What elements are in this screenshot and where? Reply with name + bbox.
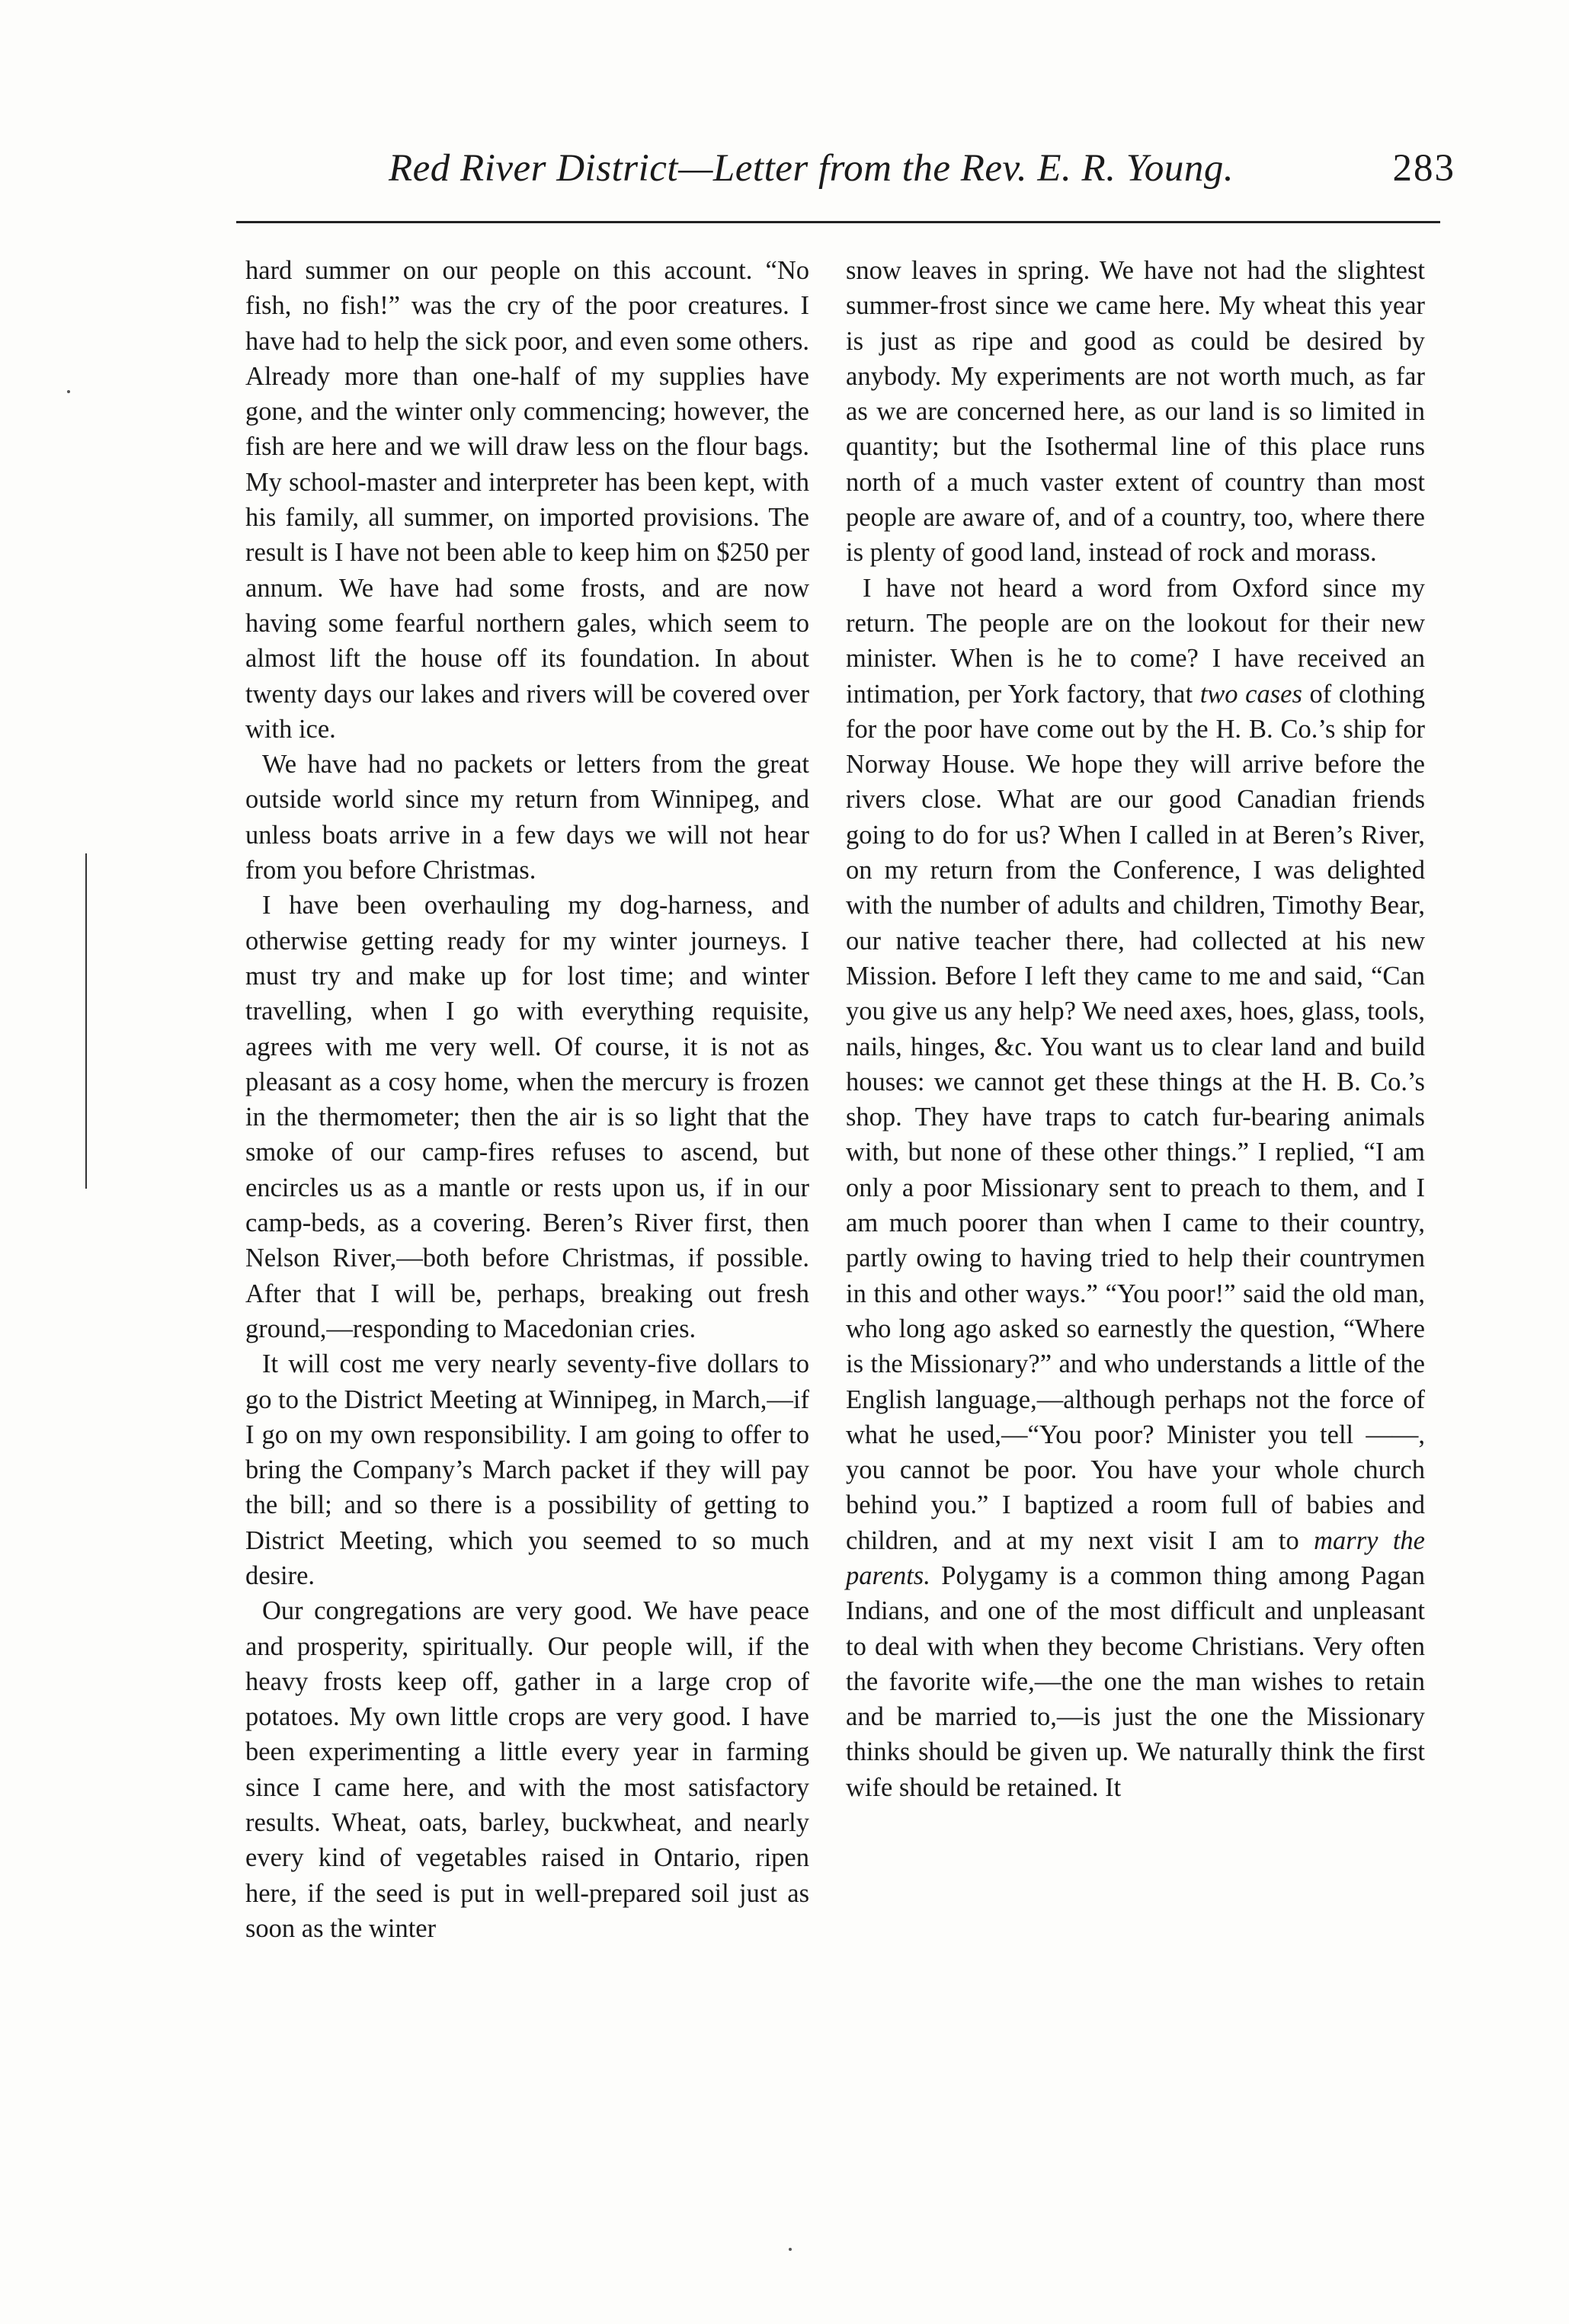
header-rule <box>236 221 1440 223</box>
paragraph: We have had no packets or letters from the great outside world since my return from Winnipeg, and unless boats arrive in a few days we will not hear from you before Christmas. <box>245 750 809 885</box>
left-column <box>245 253 809 1946</box>
running-title: Red River District—Letter from the Rev. E. R. Young. <box>389 147 1234 190</box>
text-run: of clothing for the poor have come out by the H. B. Co.’s ship for Norway House. We hope they will arrive before the rivers close. What are our good Canadian friends going to do for us? When I called in at Beren’s River, on my return from the Conference, I was delighted with the number of adults and children, Timothy Bear, our native teacher there, had collected at his new Mission. Before I left they came to me and said, “Can you give us any help? We need axes, hoes, glass, tools, nails, hinges, &c. You want us to clear land and build houses: we cannot get these things at the H. B. Co.’s shop. They have traps to catch fur-bearing animals with, but none of these other things.” I replied, “I am only a poor Missionary sent to preach to them, and I am much poorer than when I came to their country, partly owing to having tried to help their countrymen in this and other ways.” “You poor!” said the old man, who long ago asked so earnestly the question, “Where is the Missionary?” and who understands a little of the English language,—although perhaps not the force of what he used,—“You poor? Minister you tell ——, you cannot be poor. You have your whole church behind you.” I baptized a room full of babies and children, and at my next visit I am to <box>846 679 1425 1555</box>
text-run: I have not heard a word from Oxford since my return. The people are on the lookout for their new minister. When is he to come? I have received an intimation, per York factory, that <box>846 573 1425 709</box>
page-number: 283 <box>1392 147 1455 190</box>
running-head <box>251 146 1486 207</box>
text-run: Polygamy is a common thing among Pagan Indians, and one of the most difficult and unpleasant to deal with when they become Christians. Very often the favorite wife,—the one the man wishes to retain and be married to,—is just the one the Missionary thinks should be given up. We naturally think the first wife should be retained. It <box>846 1561 1425 1802</box>
emphasis: marry the parents. <box>846 1525 1425 1590</box>
paragraph: hard summer on our people on this account. “No fish, no fish!” was the cry of the poor creatures. I have had to help the sick poor, and even some others. Already more than one-half of my supplies have gone, and the winter only commencing; however, the fish are here and we will draw less on the flour bags. My school-master and interpreter has been kept, with his family, all summer, on imported provisions. The result is I have not been able to keep him on $250 per annum. We have had some frosts, and are now having some fearful northern gales, which seem to almost lift the house off its foundation. In about twenty days our lakes and rivers will be covered over with ice. <box>245 256 809 744</box>
emphasis: two cases <box>1199 679 1302 709</box>
margin-mark <box>85 853 87 1189</box>
paragraph: I have been overhauling my dog-harness, and otherwise getting ready for my winter journeys. I must try and make up for lost time; and winter travelling, when I go with everything requisite, agrees with me very well. Of course, it is not as pleasant as a cosy home, when the mercury is frozen in the thermometer; then the air is so light that the smoke of our camp-fires refuses to ascend, but encircles us as a mantle or rests upon us, if in our camp-beds, as a covering. Beren’s River first, then Nelson River,—both before Christmas, if possible. After that I will be, perhaps, breaking out fresh ground,—responding to Macedonian cries. <box>245 891 809 1343</box>
ink-speck <box>789 2248 792 2251</box>
paragraph: snow leaves in spring. We have not had the slightest summer-frost since we came here. My wheat this year is just as ripe and good as could be desired by anybody. My experiments are not worth much, as far as we are concerned here, as our land is so limited in quantity; but the Isothermal line of this place runs north of a much vaster extent of country than most people are aware of, and of a country, too, where there is plenty of good land, instead of rock and morass. <box>846 256 1425 568</box>
right-column <box>846 253 1425 1805</box>
paragraph: It will cost me very nearly seventy-five dollars to go to the District Meeting at Winnipeg, in March,—if I go on my own responsibility. I am going to offer to bring the Company’s March packet if they will pay the bill; and so there is a possibility of getting to District Meeting, which you seemed to so much desire. <box>245 1349 809 1590</box>
paragraph: Our congregations are very good. We have peace and prosperity, spiritually. Our people will, if the heavy frosts keep off, gather in a large crop of potatoes. My own little crops are very good. I have been experimenting a little every year in farming since I came here, and with the most satisfactory results. Wheat, oats, barley, buckwheat, and nearly every kind of vegetables raised in Ontario, ripen here, if the seed is put in well-prepared soil just as soon as the winter <box>245 1596 809 1943</box>
ink-speck <box>67 390 70 393</box>
paragraph <box>846 571 1425 1805</box>
